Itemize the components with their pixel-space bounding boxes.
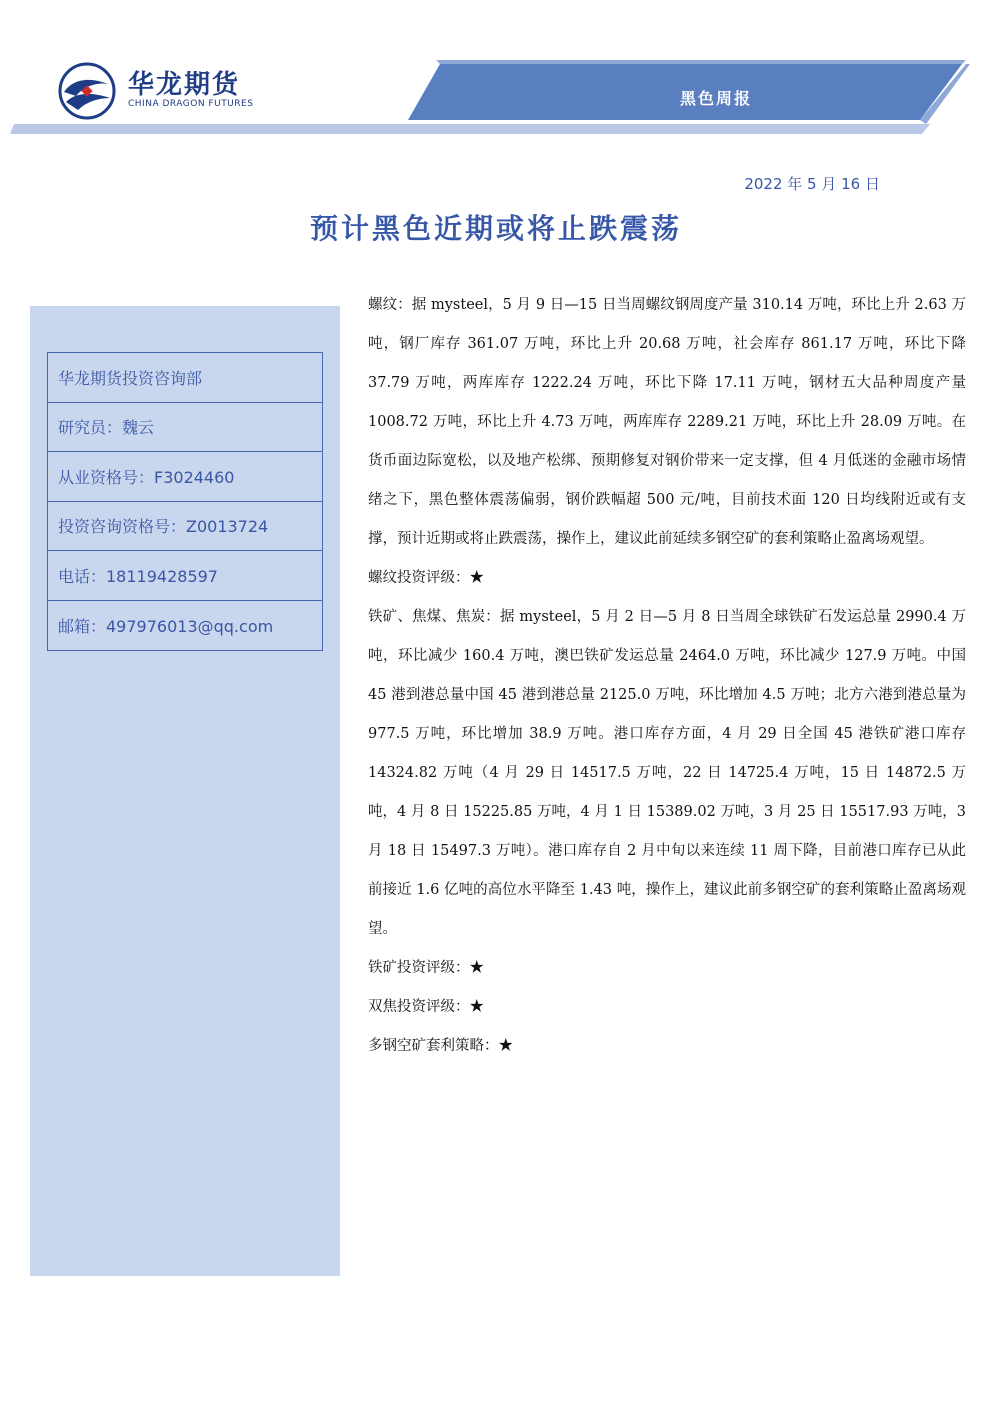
brand-name-en: CHINA DRAGON FUTURES [128,99,254,109]
iron-ore-rating: 铁矿投资评级：★ [368,960,484,976]
header-band [0,58,992,148]
email-address: 邮箱：497976013@qq.com [58,616,274,636]
report-type-label: 黑色周报 [679,89,752,108]
department-label: 华龙期货投资咨询部 [48,353,322,403]
researcher-label: 研究员：魏云 [48,403,322,453]
main-content [368,286,966,1066]
coke-rating: 双焦投资评级：★ [368,999,484,1015]
consulting-qualification-number: 投资咨询资格号：Z0013724 [48,502,322,552]
rebar-paragraph: 螺纹：据 mysteel，5 月 9 日—15 日当周螺纹钢周度产量 310.14 万吨，环比上升 2.63 万吨，钢厂库存 361.07 万吨，环比上升 20.68 万吨，社会库存 861.17 万吨，环比下降 37.79 万吨，两库库存 1222.24 万吨，环比下降 17.11 万吨，钢材五大品种周度产量 1008.72 万吨，环比上升 4.73 万吨，两库库存 2289.21 万吨，环比上升 28.09 万吨。在货币面边际宽松，以及地产松绑、预期修复对钢价带来一定支撑，但 4 月低迷的金融市场情绪之下，黑色整体震荡偏弱，钢价跌幅超 500 元/吨，目前技术面 120 日均线附近或有支撑，预计近期或将止跌震荡，操作上，建议此前延续多钢空矿的套利策略止盈离场观望。 [368,297,966,547]
brand-name-cn: 华龙期货 [128,70,241,100]
iron-ore-paragraph: 铁矿、焦煤、焦炭：据 mysteel，5 月 2 日—5 月 8 日当周全球铁矿石发运总量 2990.4 万吨，环比减少 160.4 万吨，澳巴铁矿发运总量 2464.0 万吨，环比减少 127.9 万吨。中国 45 港到港总量中国 45 港到港总量 2125.0 万吨，环比增加 4.5 万吨；北方六港到港总量为 977.5 万吨，环比增加 38.9 万吨。港口库存方面，4 月 29 日全国 45 港铁矿港口库存 14324.82 万吨（4 月 29 日 14517.5 万吨，22 日 14725.4 万吨，15 日 14872.5 万吨，4 月 8 日 15225.85 万吨，4 月 1 日 15389.02 万吨，3 月 25 日 15517.93 万吨，3 月 18 日 15497.3 万吨）。港口库存自 2 月中旬以来连续 11 周下降，目前港口库存已从此前接近 1.6 亿吨的高位水平降至 1.43 吨，操作上，建议此前多钢空矿的套利策略止盈离场观望。 [368,609,966,937]
qualification-number: 从业资格号：F3024460 [48,452,322,502]
arbitrage-rating: 多钢空矿套利策略：★ [368,1038,513,1054]
report-date: 2022 年 5 月 16 日 [744,175,880,193]
rebar-rating: 螺纹投资评级：★ [368,570,484,586]
phone-number: 电话：18119428597 [48,551,322,601]
report-title: 预计黑色近期或将止跌震荡 [309,212,682,245]
analyst-info-box [47,352,323,651]
